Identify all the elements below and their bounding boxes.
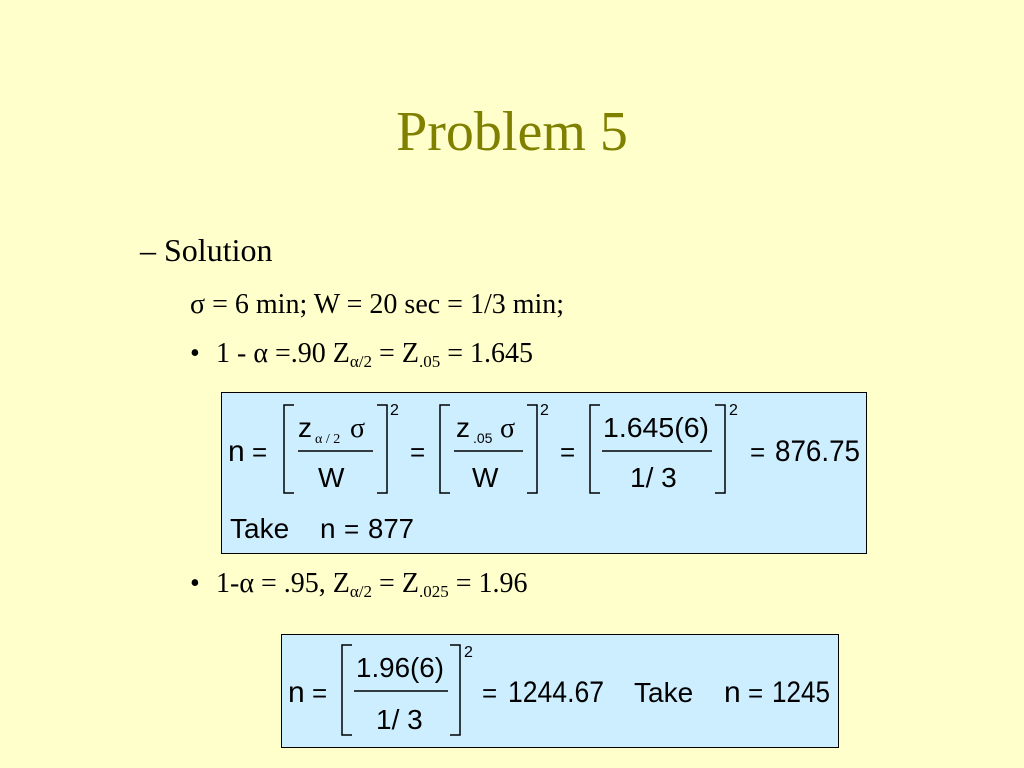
eq1-equals-1: = — [252, 437, 268, 467]
equation-box-1 — [221, 392, 867, 554]
eq1-sub-05: .05 — [473, 430, 493, 446]
eq1-z-2: z — [456, 412, 470, 443]
eq1-W-1: W — [318, 462, 345, 493]
bullet-case-2 — [190, 568, 527, 602]
case1-mid: = Z — [372, 338, 419, 369]
eq1-sq-2: 2 — [540, 402, 549, 419]
solution-label: Solution — [164, 232, 273, 268]
solution-heading — [140, 232, 272, 269]
equation-box-2 — [281, 634, 839, 748]
equation-2-graphic — [282, 635, 838, 747]
eq2-sq: 2 — [464, 644, 473, 661]
eq1-sq-1: 2 — [390, 402, 399, 419]
eq1-sub-alpha2: α / 2 — [315, 432, 341, 447]
case2-sub2: .025 — [418, 582, 449, 601]
eq1-W-2: W — [472, 462, 499, 493]
eq1-numerator-3: 1.645(6) — [603, 412, 709, 443]
bullet-case-1 — [190, 338, 533, 372]
case1-rhs: = 1.645 — [440, 338, 533, 369]
equation-1-graphic — [222, 393, 866, 553]
eq2-take-label: Take — [634, 677, 694, 708]
eq1-sq-3: 2 — [729, 402, 738, 419]
case2-rhs: = 1.96 — [448, 568, 528, 599]
eq1-sigma-2: σ — [500, 413, 516, 444]
eq1-z-1: z — [298, 412, 312, 443]
eq1-result: 876.75 — [775, 435, 860, 468]
bullet-dot: • — [190, 568, 200, 599]
case1-lhs: 1 - α =.90 Z — [216, 338, 350, 369]
eq1-take-label: Take — [230, 513, 290, 544]
slide-title: Problem 5 — [396, 101, 628, 163]
case2-mid: = Z — [372, 568, 419, 599]
eq1-sigma-1: σ — [350, 413, 366, 444]
given-values: σ = 6 min; W = 20 sec = 1/3 min; — [190, 289, 565, 320]
eq2-take-value: 1245 — [772, 676, 830, 709]
eq1-take-value: 877 — [368, 513, 414, 544]
eq2-take-n: n — [724, 676, 741, 709]
eq2-take-equals: = — [748, 678, 764, 708]
eq1-take-n: n — [320, 513, 336, 544]
case2-lhs: 1-α = .95, Z — [216, 568, 350, 599]
eq2-numerator: 1.96(6) — [356, 652, 444, 683]
bullet-dot: • — [190, 338, 200, 369]
dash-marker: – — [140, 232, 156, 268]
eq2-equals-2: = — [482, 678, 498, 708]
eq1-equals-4: = — [750, 437, 766, 467]
eq1-equals-3: = — [560, 437, 576, 467]
eq1-denominator-3: 1/ 3 — [630, 462, 677, 493]
eq1-n: n — [228, 435, 245, 468]
eq1-equals-2: = — [410, 437, 426, 467]
eq2-n: n — [288, 676, 305, 709]
eq2-result: 1244.67 — [508, 676, 604, 709]
eq2-equals-1: = — [312, 678, 328, 708]
eq2-denominator: 1/ 3 — [376, 704, 423, 735]
eq1-take-equals: = — [344, 514, 360, 544]
case1-sub2: .05 — [418, 352, 441, 371]
case1-sub1: α/2 — [349, 352, 373, 371]
case2-sub1: α/2 — [349, 582, 373, 601]
